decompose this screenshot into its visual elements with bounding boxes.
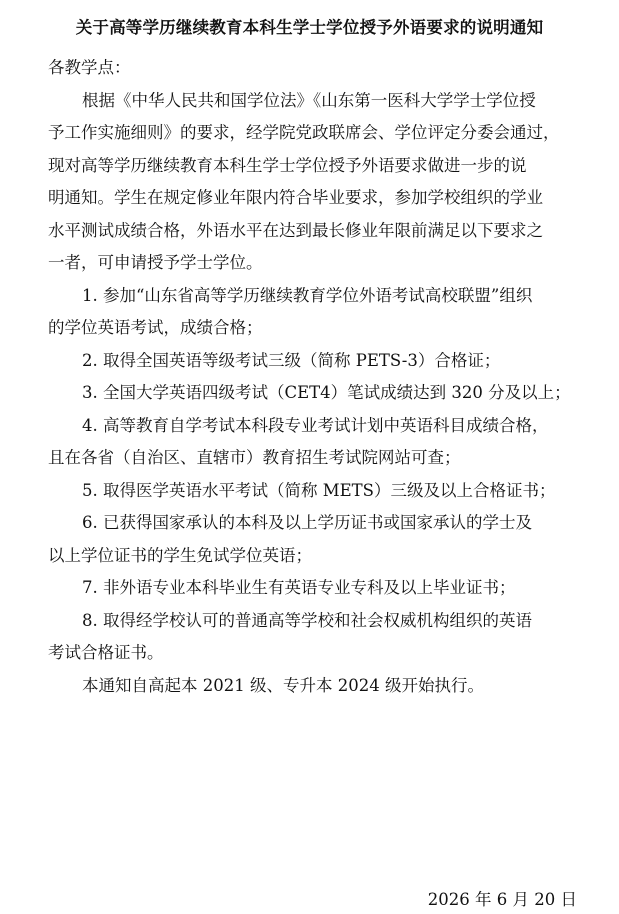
requirement-item-8-cont: 考试合格证书。: [48, 643, 164, 662]
requirement-item-5: 5. 取得医学英语水平考试（简称 METS）三级及以上合格证书；: [82, 480, 556, 500]
intro-line: 现对高等学历继续教育本科生学士学位授予外语要求做进一步的说: [48, 155, 527, 175]
intro-line: 根据《中华人民共和国学位法》《山东第一医科大学学士学位授: [82, 90, 536, 110]
salutation: 各教学点：: [48, 58, 131, 77]
intro-line: 予工作实施细则》的要求，经学院党政联席会、学位评定分委会通过，: [48, 123, 560, 142]
requirement-item-7: 7. 非外语专业本科毕业生有英语专业专科及以上毕业证书；: [82, 578, 516, 597]
intro-line: 水平测试成绩合格，外语水平在达到最长修业年限前满足以下要求之: [48, 220, 543, 240]
requirement-item-4-cont: 且在各省（自治区、直辖市）教育招生考试院网站可查；: [48, 448, 461, 467]
requirement-item-2: 2. 取得全国英语等级考试三级（简称 PETS-3）合格证；: [82, 350, 501, 370]
issue-date: 2026 年 6 月 20 日: [427, 890, 577, 909]
notice-title: 关于高等学历继续教育本科生学士学位授予外语要求的说明通知: [75, 18, 544, 37]
requirement-item-1: 1. 参加“山东省高等学历继续教育学位外语考试高校联盟”组织: [82, 285, 533, 305]
intro-line: 一者，可申请授予学士学位。: [48, 253, 263, 272]
requirement-item-6: 6. 已获得国家承认的本科及以上学历证书或国家承认的学士及: [82, 513, 532, 532]
intro-line: 明通知。学生在规定修业年限内符合毕业要求，参加学校组织的学业: [48, 188, 543, 207]
notice-body: [48, 52, 580, 702]
requirement-item-4: 4. 高等教育自学考试本科段专业考试计划中英语科目成绩合格，: [82, 415, 549, 435]
requirement-item-1-cont: 的学位英语考试，成绩合格；: [48, 318, 263, 337]
requirement-item-3: 3. 全国大学英语四级考试（CET4）笔试成绩达到 320 分及以上；: [82, 383, 571, 402]
closing-statement: 本通知自高起本 2021 级、专升本 2024 级开始执行。: [82, 675, 484, 695]
requirement-item-6-cont: 以上学位证书的学生免试学位英语；: [48, 545, 312, 565]
requirement-item-8: 8. 取得经学校认可的普通高等学校和社会权威机构组织的英语: [82, 610, 532, 630]
